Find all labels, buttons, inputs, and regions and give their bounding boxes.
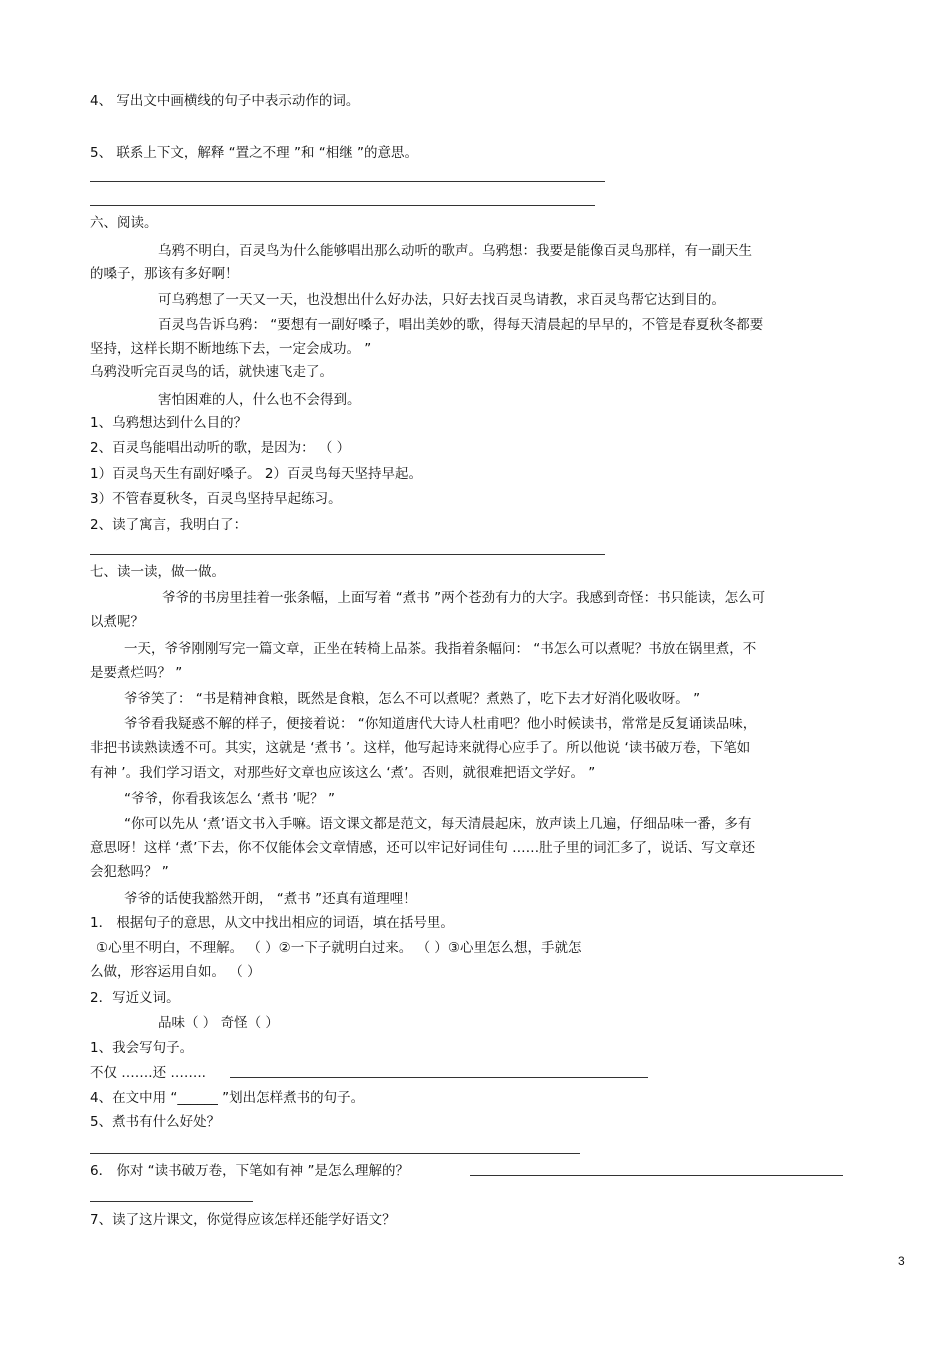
question-line: 2、读了寓言，我明白了： [90, 517, 248, 533]
passage-line: 害怕困难的人，什么也不会得到。 [158, 392, 361, 408]
answer-line [90, 1153, 580, 1154]
answer-line [90, 1201, 253, 1202]
synonym-line: 品味（ ） 奇怪（ ） [158, 1015, 279, 1031]
question-line: 么做，形容运用自如。 （ ） [90, 964, 261, 980]
question-line: 1、我会写句子。 [90, 1040, 194, 1056]
passage-line: 以煮呢？ [90, 614, 144, 630]
passage-line: 爷爷的书房里挂着一张条幅，上面写着 “煮书 ”两个苍劲有力的大字。我感到奇怪：书只能读，怎么可 [162, 590, 766, 606]
question-line: 4、在文中用 “______ ”划出怎样煮书的句子。 [90, 1090, 365, 1106]
passage-line: 意思呀！这样 ‘煮’下去，你不仅能体会文章情感，还可以牢记好词佳句 ……肚子里的词汇多了，说话、写文章还 [90, 840, 756, 856]
option-line: 1）百灵鸟天生有副好嗓子。 2）百灵鸟每天坚持早起。 [90, 466, 422, 482]
question-5: 5、 联系上下文，解释 “置之不理 ”和 “相继 ”的意思。 [90, 145, 419, 161]
answer-line [90, 205, 595, 206]
question-line: 1、乌鸦想达到什么目的？ [90, 415, 248, 431]
passage-line: 有神 ’。我们学习语文，对那些好文章也应该这么 ‘煮’。否则，就很难把语文学好。 ” [90, 765, 596, 781]
page-number: 3 [898, 1254, 905, 1268]
section-heading-seven: 七、读一读，做一做。 [90, 564, 225, 580]
section-heading-six: 六、阅读。 [90, 215, 158, 231]
passage-line: 乌鸦不明白，百灵鸟为什么能够唱出那么动听的歌声。乌鸦想：我要是能像百灵鸟那样，有一副天生 [158, 243, 752, 259]
passage-line: 一天，爷爷刚刚写完一篇文章，正坐在转椅上品茶。我指着条幅问： “书怎么可以煮呢？书放在锅里煮，不 [124, 641, 757, 657]
passage-line: “爷爷，你看我该怎么 ‘煮书 ’呢？ ” [124, 791, 335, 807]
passage-line: 会犯愁吗？ ” [90, 864, 169, 880]
answer-line [90, 554, 605, 555]
answer-line [90, 181, 605, 182]
answer-line [230, 1077, 648, 1078]
passage-line: 百灵鸟告诉乌鸦： “要想有一副好嗓子，唱出美妙的歌，得每天清晨起的早早的，不管是春夏秋冬都要 [158, 317, 764, 333]
option-line: 3）不管春夏秋冬，百灵鸟坚持早起练习。 [90, 491, 342, 507]
passage-line: 爷爷看我疑惑不解的样子，便接着说： “你知道唐代大诗人杜甫吧？他小时候读书，常常是反复诵读品味， [124, 716, 757, 732]
passage-line: 可乌鸦想了一天又一天，也没想出什么好办法，只好去找百灵鸟请教，求百灵鸟帮它达到目的。 [158, 292, 725, 308]
passage-line: 非把书读熟读透不可。其实，这就是 ‘煮书 ’。这样，他写起诗来就得心应手了。所以他说 ‘读书破万卷，下笔如 [90, 740, 751, 756]
passage-line: 爷爷笑了： “书是精神食粮，既然是食粮，怎么不可以煮呢？煮熟了，吃下去才好消化吸收呀。 ” [124, 691, 701, 707]
question-4: 4、 写出文中画横线的句子中表示动作的词。 [90, 93, 360, 109]
question-line: 1． 根据句子的意思，从文中找出相应的词语，填在括号里。 [90, 915, 454, 931]
sentence-prompt: 不仅 …….还 …….. [90, 1065, 206, 1081]
passage-line: 的嗓子，那该有多好啊！ [90, 266, 239, 282]
passage-line: “你可以先从 ‘煮’语文书入手嘛。语文课文都是范文，每天清晨起床，放声读上几遍，仔细品味一番，多有 [124, 816, 752, 832]
question-line: 2、百灵鸟能唱出动听的歌，是因为： （ ） [90, 440, 351, 456]
passage-line: 爷爷的话使我豁然开朗， “煮书 ”还真有道理哩！ [124, 891, 417, 907]
question-line: 7、读了这片课文，你觉得应该怎样还能学好语文？ [90, 1212, 396, 1228]
passage-line: 乌鸦没听完百灵鸟的话，就快速飞走了。 [90, 364, 333, 380]
question-line: 2．写近义词。 [90, 990, 180, 1006]
question-line: ①心里不明白，不理解。 （ ）②一下子就明白过来。 （ ）③心里怎么想，手就怎 [96, 940, 582, 956]
question-line: 6． 你对 “读书破万卷，下笔如有神 ”是怎么理解的？ [90, 1163, 409, 1179]
passage-line: 坚持，这样长期不断地练下去，一定会成功。 ” [90, 341, 372, 357]
question-line: 5、煮书有什么好处？ [90, 1114, 221, 1130]
answer-line [470, 1175, 843, 1176]
passage-line: 是要煮烂吗？ ” [90, 665, 183, 681]
